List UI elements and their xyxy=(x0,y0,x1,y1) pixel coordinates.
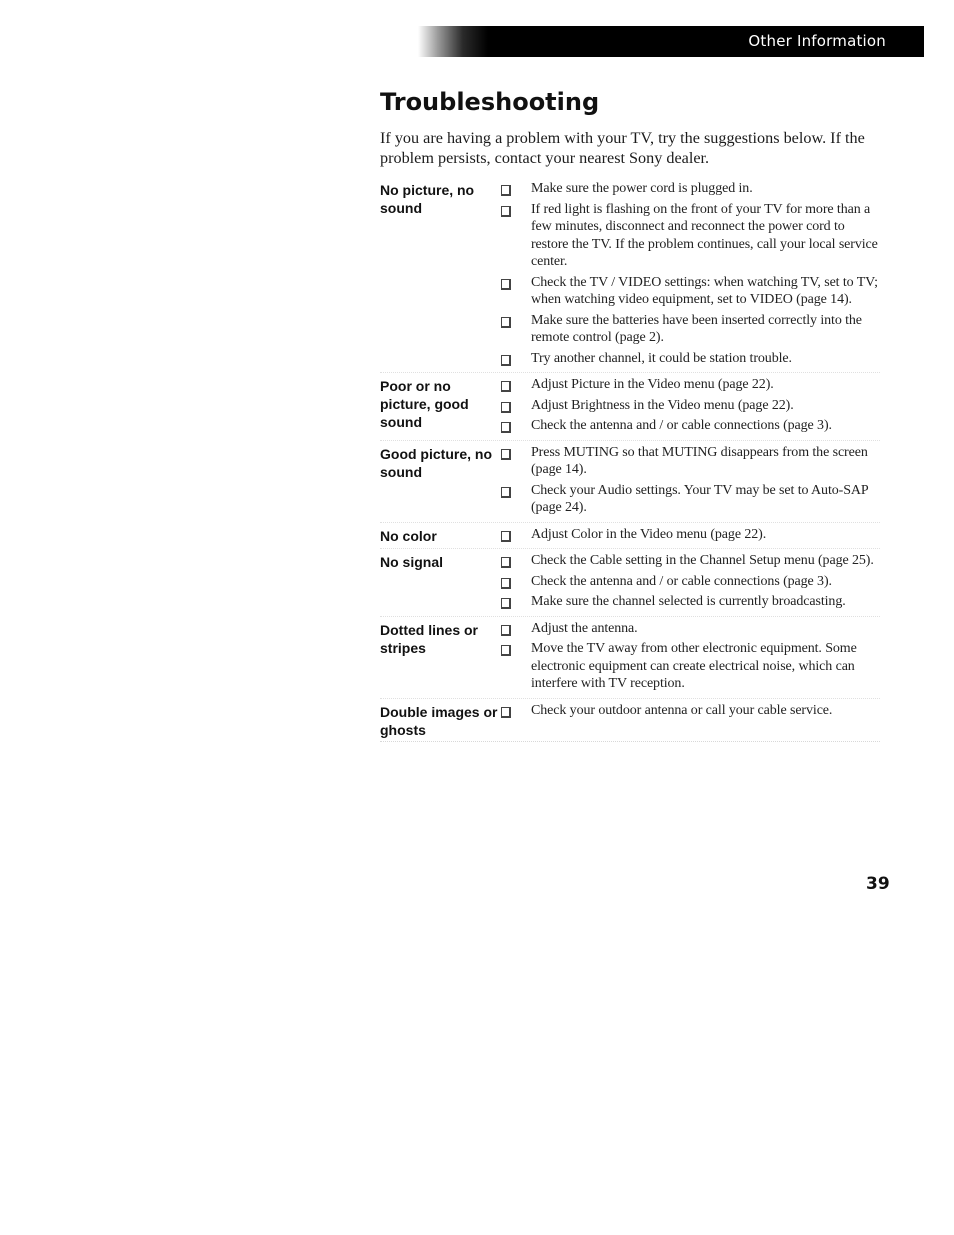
solution-text: Adjust Picture in the Video menu (page 22). xyxy=(531,377,774,392)
solution-item xyxy=(498,593,880,611)
checkbox-bullet-icon xyxy=(501,487,511,498)
checkbox-bullet-icon xyxy=(501,206,511,217)
checkbox-bullet-icon xyxy=(501,355,511,366)
troubleshooting-table xyxy=(380,180,880,745)
solution-text: Check the antenna and / or cable connections (page 3). xyxy=(531,573,832,589)
solution-item xyxy=(498,444,880,479)
solution-item xyxy=(498,312,880,347)
checkbox-bullet-icon xyxy=(501,422,511,433)
solution-item xyxy=(498,376,880,394)
solution-item xyxy=(498,702,880,720)
page-title: Troubleshooting xyxy=(380,88,600,116)
solution-text: Check the antenna and / or cable connections (page 3). xyxy=(531,418,832,433)
solution-item xyxy=(498,552,880,570)
checkbox-bullet-icon xyxy=(501,402,511,413)
solution-text: Make sure the batteries have been inserted correctly into the remote control (page 2). xyxy=(531,312,862,345)
checkbox-bullet-icon xyxy=(501,531,511,542)
checkbox-bullet-icon xyxy=(501,625,511,636)
page-number: 39 xyxy=(866,874,890,894)
problem-row xyxy=(380,526,880,550)
checkbox-bullet-icon xyxy=(501,557,511,568)
solution-list xyxy=(498,526,880,547)
solution-text: Adjust the antenna. xyxy=(531,620,638,636)
section-header-bar xyxy=(418,26,924,57)
solution-text: Press MUTING so that MUTING disappears from the screen (page 14). xyxy=(531,444,868,477)
problem-label: Poor or no picture, good sound xyxy=(380,378,469,430)
solution-list xyxy=(498,620,880,696)
solution-item xyxy=(498,640,880,693)
solution-text: Adjust Color in the Video menu (page 22). xyxy=(531,526,767,542)
problem-label: Double images or ghosts xyxy=(380,703,498,738)
problem-label: No picture, no sound xyxy=(380,182,475,216)
problem-row xyxy=(380,702,880,742)
solution-item xyxy=(498,620,880,638)
checkbox-bullet-icon xyxy=(501,645,511,656)
solution-item xyxy=(498,180,880,198)
problem-row xyxy=(380,552,880,617)
solution-text: Check your Audio settings. Your TV may be set to Auto-SAP (page 24). xyxy=(531,482,869,515)
solution-list xyxy=(498,376,880,438)
solution-item xyxy=(498,417,880,435)
problem-row xyxy=(380,444,880,523)
intro-paragraph: If you are having a problem with your TV, try the suggestions below. If the problem persists, contact your nearest Sony dealer. xyxy=(380,129,865,167)
problem-label: No color xyxy=(380,527,437,544)
section-title: Other Information xyxy=(748,32,886,50)
solution-item xyxy=(498,573,880,591)
solution-text: Make sure the power cord is plugged in. xyxy=(531,181,753,196)
solution-item xyxy=(498,397,880,415)
problem-label: No signal xyxy=(380,554,444,570)
solution-list xyxy=(498,702,880,723)
problem-label: Good picture, no sound xyxy=(380,445,492,480)
problem-row xyxy=(380,180,880,373)
solution-text: Try another channel, it could be station trouble. xyxy=(531,350,792,366)
checkbox-bullet-icon xyxy=(501,707,511,718)
checkbox-bullet-icon xyxy=(501,578,511,589)
solution-text: Check your outdoor antenna or call your cable service. xyxy=(531,702,833,718)
solution-text: Make sure the channel selected is currently broadcasting. xyxy=(531,594,846,609)
solution-list xyxy=(498,444,880,520)
solution-item xyxy=(498,274,880,309)
solution-list xyxy=(498,552,880,614)
checkbox-bullet-icon xyxy=(501,449,511,460)
checkbox-bullet-icon xyxy=(501,185,511,196)
problem-label: Dotted lines or stripes xyxy=(380,621,479,656)
problem-row xyxy=(380,620,880,699)
solution-text: Check the Cable setting in the Channel Setup menu (page 25). xyxy=(531,553,874,568)
solution-item xyxy=(498,201,880,271)
solution-text: If red light is flashing on the front of your TV for more than a few minutes, disconnect and reconnect the power cord to restore the TV. If the problem continues, call your local service center. xyxy=(531,201,878,269)
checkbox-bullet-icon xyxy=(501,598,511,609)
solution-item xyxy=(498,482,880,517)
solution-text: Move the TV away from other electronic equipment. Some electronic equipment can create electrical noise, which can interfere with TV reception. xyxy=(531,641,857,691)
solution-text: Check the TV / VIDEO settings: when watching TV, set to TV; when watching video equipment, set to VIDEO (page 14). xyxy=(531,274,878,307)
solution-item xyxy=(498,526,880,544)
checkbox-bullet-icon xyxy=(501,381,511,392)
solution-list xyxy=(498,180,880,370)
checkbox-bullet-icon xyxy=(501,279,511,290)
solution-item xyxy=(498,350,880,368)
checkbox-bullet-icon xyxy=(501,317,511,328)
solution-text: Adjust Brightness in the Video menu (page 22). xyxy=(531,397,794,413)
problem-row xyxy=(380,376,880,441)
